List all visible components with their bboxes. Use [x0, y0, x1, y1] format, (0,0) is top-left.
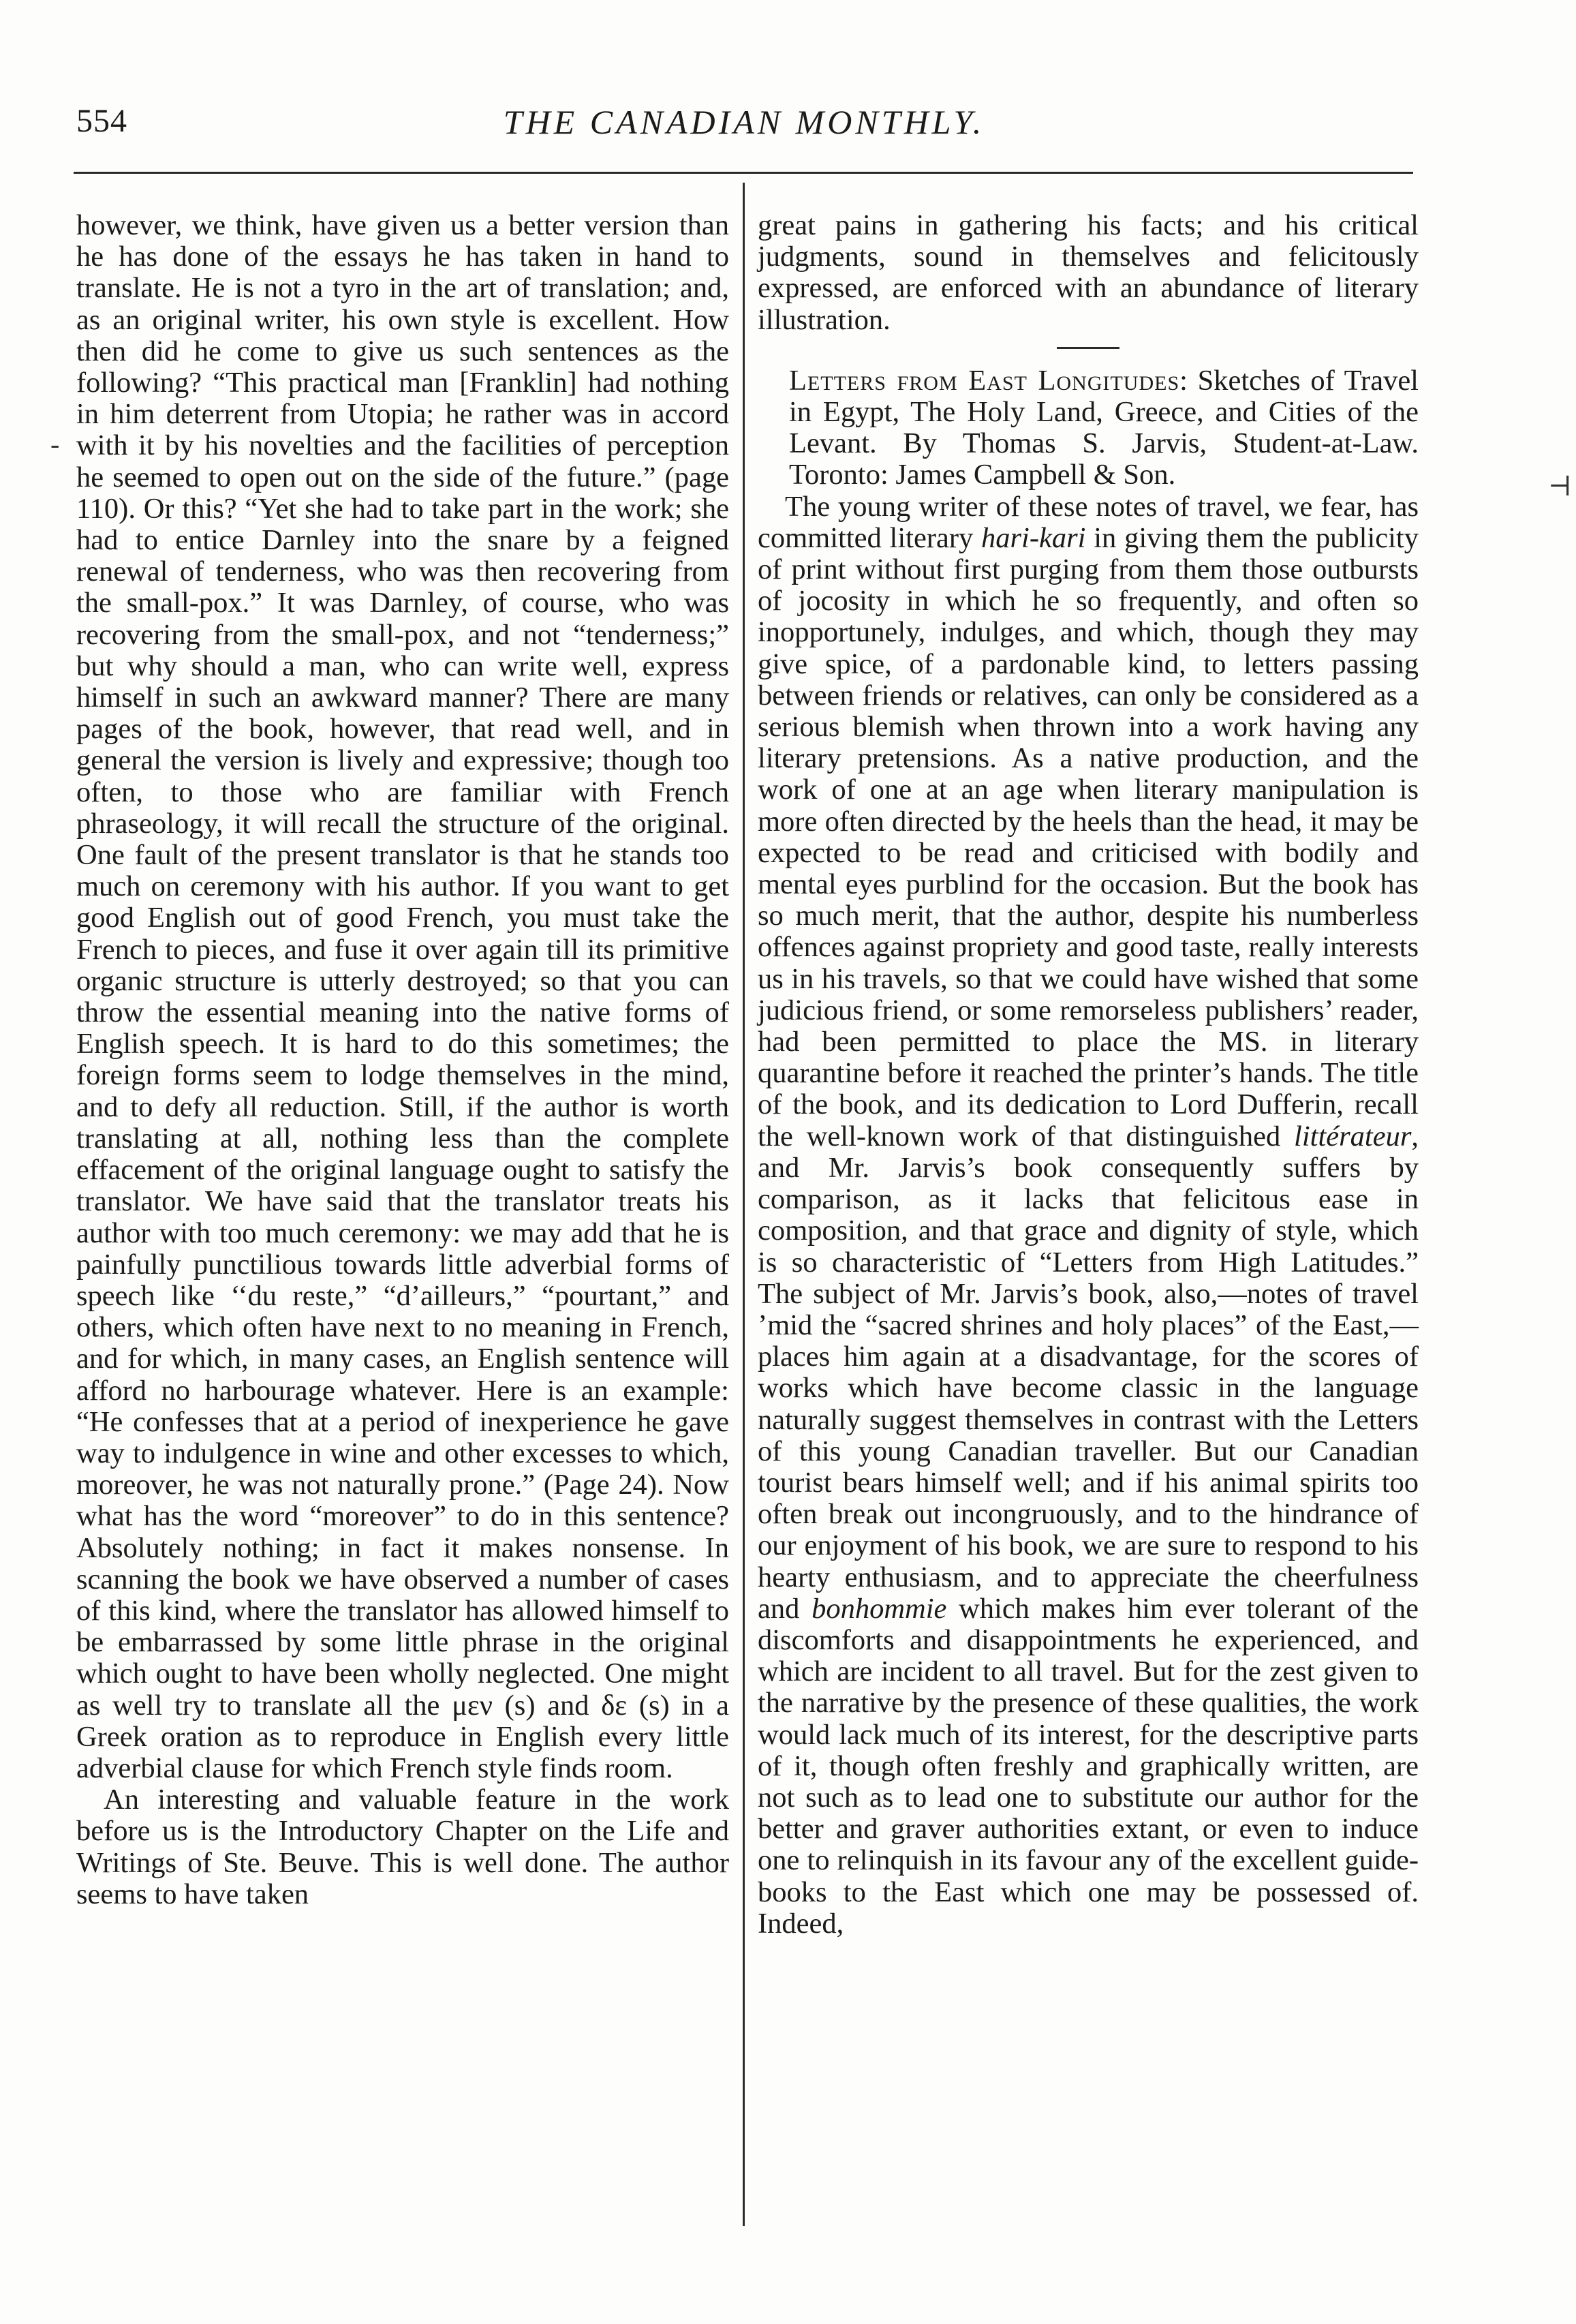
margin-bracket-mark: ⊣ [1548, 471, 1572, 502]
text-run: , and Mr. Jarvis’s book consequently suffers by comparison, as it lacks that felicitous ease in composition, and that grace and dignity of style, which is so characteristic of “Letters from High Latitudes.” The subject of Mr. Jarvis’s book, also,—notes of travel ’mid the “sacred shrines and holy places” of the East,—places him again at a disadvantage, for the scores of works which have become classic in the language naturally suggest themselves in contrast with the Letters of this young Canadian traveller. But our Canadian tourist bears himself well; and if his animal spirits too often break out incongruously, and to the hindrance of our enjoyment of his book, we are sure to respond to his hearty enthusiasm, and to appreciate the cheerfulness and [758, 1120, 1419, 1625]
book-details: : Sketches of Travel in Egypt, The Holy Land, Greece, and Cities of the Levant. By Thomas S. Jarvis, Student-at-Law. Toronto: James Campbell & Son. [789, 364, 1419, 491]
book-title: Letters from East Longitudes [789, 364, 1180, 397]
left-column [76, 210, 729, 1910]
column-divider [743, 183, 745, 2226]
header-rule [74, 172, 1413, 174]
review-paragraph: An interesting and valuable feature in the work before us is the Introductory Chapter on the Life and Writings of Ste. Beuve. This is well done. The author seems to have taken [76, 1784, 729, 1910]
text-run: in giving them the publicity of print without first purging from them those outbursts of jocosity in which he so frequently, and often so inopportunely, indulges, and which, though they may give spice, of a pardonable kind, to letters passing between friends or relatives, can only be considered as a serious blemish when thrown into a work having any literary pretensions. As a native production, and the work of one at an age when literary manipulation is more often directed by the heels than the head, it may be expected to be read and criticised with bodily and mental eyes purblind for the occasion. But the book has so much merit, that the author, despite his numberless offences against propriety and good taste, really interests us in his travels, so that we could have wished that some judicious friend, or some remorseless publishers’ reader, had been permitted to place the MS. in literary quarantine before it reached the printer’s hands. The title of the book, and its dedication to Lord Dufferin, recall the well-known work of that distinguished [758, 521, 1419, 1152]
book-notice-heading [758, 365, 1419, 491]
right-column [758, 210, 1419, 1940]
section-divider [1057, 347, 1119, 349]
running-title: THE CANADIAN MONTHLY. [503, 103, 985, 141]
italic-term: bonhommie [812, 1592, 947, 1625]
text-run: which makes him ever tolerant of the discomforts and disappointments he experienced, and which are incident to all travel. But for the zest given to the narrative by the presence of these qualities, the work would lack much of its interest, for the descriptive parts of it, though often freshly and graphically written, are not such as to lead one to substitute our author for the better and graver authorities extant, or even to induce one to relinquish in its favour any of the excellent guide-books to the East which one may be possessed of. Indeed, [758, 1592, 1419, 1940]
italic-term: littérateur [1294, 1120, 1412, 1152]
italic-term: hari-kari [981, 521, 1086, 554]
text-run: The young writer of these notes of travel, we fear, has committed literary [758, 490, 1419, 554]
review-paragraph [758, 491, 1419, 1940]
page-number: 554 [76, 103, 127, 139]
margin-tick-mark: - [50, 429, 60, 459]
review-paragraph: great pains in gathering his facts; and his critical judgments, sound in themselves and felicitously expressed, are enforced with an abundance of literary illustration. [758, 209, 1419, 336]
page-header [76, 102, 1412, 157]
review-paragraph: however, we think, have given us a better version than he has done of the essays he has taken in hand to translate. He is not a tyro in the art of translation; and, as an original writer, his own style is excellent. How then did he come to give us such sentences as the following? “This practical man [Franklin] had nothing in him deterrent from Utopia; he rather was in accord with it by his novelties and the facilities of perception he seemed to open out on the side of the future.” (page 110). Or this? “Yet she had to take part in the work; she had to entice Darnley into the snare by a feigned renewal of tenderness, who was then recovering from the small-pox.” It was Darnley, of course, who was recovering from the small-pox, and not “tenderness;” but why should a man, who can write well, express himself in such an awkward manner? There are many pages of the book, however, that read well, and in general the version is lively and expressive; though too often, to those who are familiar with French phraseology, it will recall the structure of the original. One fault of the present translator is that he stands too much on ceremony with his author. If you want to get good English out of good French, you must take the French to pieces, and fuse it over again till its primitive organic structure is utterly destroyed; so that you can throw the essential meaning into the native forms of English speech. It is hard to do this sometimes; the foreign forms seem to lodge themselves in the mind, and to defy all reduction. Still, if the author is worth translating at all, nothing less than the complete effacement of the original language ought to satisfy the translator. We have said that the translator treats his author with too much ceremony: we may add that he is painfully punctilious towards little adverbial forms of speech like ‘‘du reste,” “d’ailleurs,” “pourtant,” and others, which often have next to no meaning in French, and for which, in many cases, an English sentence will afford no harbourage whatever. Here is an example: “He confesses that at a period of inexperience he gave way to indulgence in wine and other excesses to which, moreover, he was not naturally prone.” (Page 24). Now what has the word “moreover” to do in this sentence? Absolutely nothing; in fact it makes nonsense. In scanning the book we have observed a number of cases of this kind, where the translator has allowed himself to be embarrassed by some little phrase in the original which ought to have been wholly neglected. One might as well try to translate all the μεν (s) and δε (s) in a Greek oration as to reproduce in English every little adverbial clause for which French style finds room. [76, 209, 729, 1784]
